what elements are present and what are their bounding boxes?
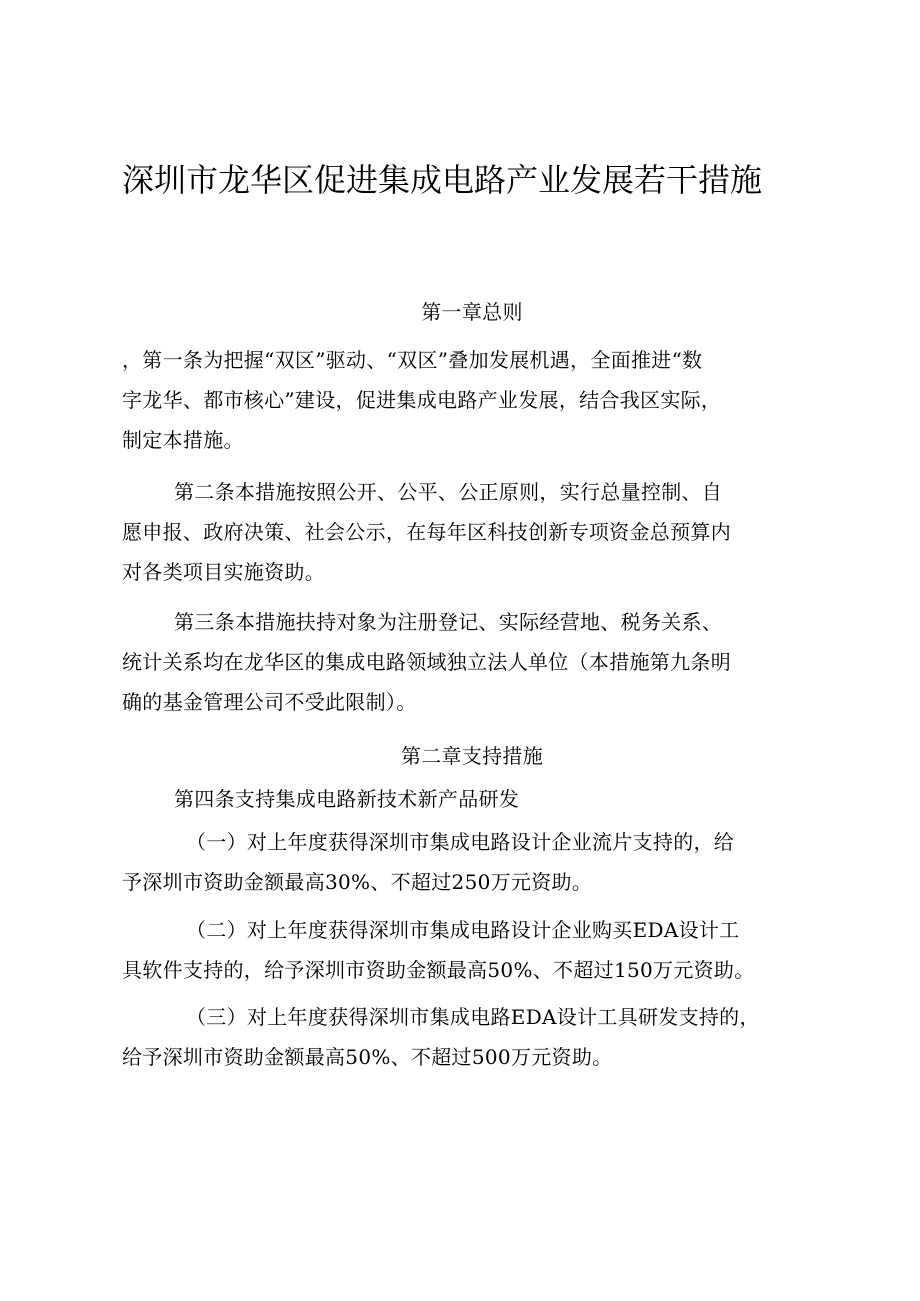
paragraph-line: 第三条本措施扶持对象为注册登记、实际经营地、税务关系、 (174, 610, 723, 634)
article-4-item-2 (122, 910, 822, 990)
paragraph-line: 愿申报、政府决策、社会公示，在每年区科技创新专项资金总预算内 (122, 520, 731, 544)
paragraph-line: 第二条本措施按照公开、公平、公正原则，实行总量控制、自 (174, 480, 723, 504)
paragraph-line: （二）对上年度获得深圳市集成电路设计企业购买EDA设计工 (186, 918, 740, 942)
paragraph-line: 统计关系均在龙华区的集成电路领域独立法人单位（本措施第九条明 (122, 650, 731, 674)
article-4-item-1 (122, 822, 822, 902)
article-2-paragraph (122, 472, 822, 592)
chapter-heading-2: 第二章支持措施 (400, 744, 544, 768)
paragraph-line: 对各类项目实施资助。 (122, 560, 325, 584)
paragraph-line: 予深圳市资助金额最高30%、不超过250万元资助。 (122, 870, 593, 894)
document-title: 深圳市龙华区促进集成电路产业发展若干措施 (122, 161, 763, 199)
paragraph-line: （一）对上年度获得深圳市集成电路设计企业流片支持的，给 (186, 830, 735, 854)
article-heading: 第四条支持集成电路新技术新产品研发 (174, 787, 520, 811)
article-4-heading (122, 779, 822, 819)
paragraph-line: 具软件支持的，给予深圳市资助金额最高50%、不超过150万元资助。 (122, 958, 755, 982)
article-4-item-3 (122, 997, 822, 1077)
paragraph-line: ，第一条为把握“双区”驱动、“双区”叠加发展机遇，全面推进“数 (122, 348, 703, 372)
chapter-heading-1: 第一章总则 (421, 300, 523, 324)
paragraph-line: 给予深圳市资助金额最高50%、不超过500万元资助。 (122, 1045, 613, 1069)
article-1-paragraph (122, 340, 822, 460)
paragraph-line: 确的基金管理公司不受此限制）。 (122, 690, 417, 714)
paragraph-line: 制定本措施。 (122, 428, 244, 452)
article-3-paragraph (122, 602, 822, 722)
paragraph-line: 字龙华、都市核心”建设，促进集成电路产业发展，结合我区实际， (122, 388, 722, 412)
paragraph-line: （三）对上年度获得深圳市集成电路EDA设计工具研发支持的， (186, 1005, 760, 1029)
